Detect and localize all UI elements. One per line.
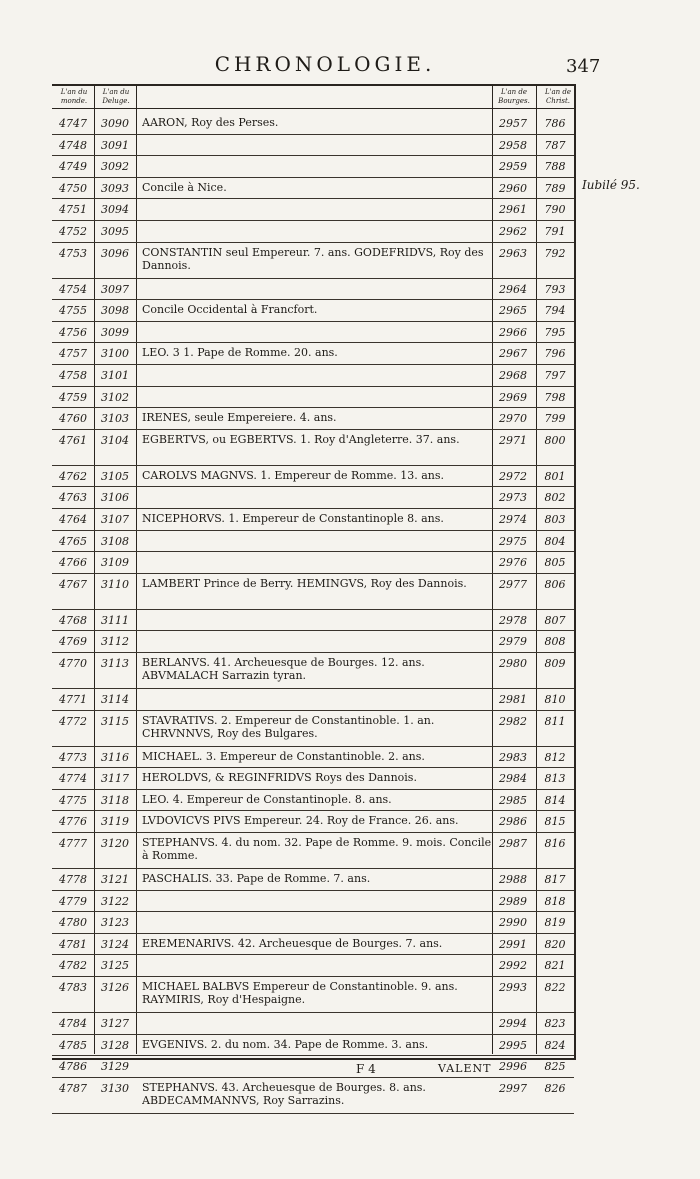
year-of-bourges: 2977 — [499, 577, 527, 591]
year-of-bourges: 2991 — [499, 937, 527, 951]
table-row — [52, 954, 574, 977]
table-row — [52, 198, 574, 221]
year-of-deluge: 3117 — [101, 772, 129, 786]
year-of-deluge: 3099 — [101, 325, 129, 339]
year-of-bourges: 2960 — [499, 181, 527, 195]
year-of-world: 4748 — [59, 138, 87, 152]
event-text: Concile Occidental à Francfort. — [142, 303, 318, 317]
year-of-deluge: 3106 — [101, 491, 129, 505]
table-row — [52, 832, 574, 869]
year-of-deluge: 3105 — [101, 469, 129, 483]
year-of-bourges: 2987 — [499, 837, 527, 850]
year-of-christ: 823 — [544, 1017, 566, 1030]
year-of-world: 4758 — [59, 369, 87, 382]
table-row — [52, 220, 574, 243]
year-of-world: 4785 — [59, 1038, 87, 1052]
year-of-world: 4766 — [59, 556, 87, 570]
year-of-bourges: 2978 — [499, 613, 527, 627]
year-of-world: 4763 — [59, 491, 87, 505]
year-of-bourges: 2994 — [499, 1017, 527, 1030]
year-of-bourges: 2958 — [499, 138, 527, 152]
table-row — [52, 486, 574, 509]
year-of-world: 4775 — [59, 793, 87, 807]
year-of-world: 4761 — [59, 433, 87, 447]
year-of-bourges: 2968 — [499, 369, 527, 382]
year-of-world: 4773 — [59, 750, 87, 764]
table-row — [52, 890, 574, 913]
year-of-deluge: 3101 — [101, 369, 129, 382]
year-of-christ: 795 — [544, 325, 566, 339]
year-of-world: 4762 — [59, 469, 87, 483]
year-of-bourges: 2997 — [499, 1081, 527, 1095]
year-of-bourges: 2984 — [499, 772, 527, 786]
year-of-bourges: 2980 — [499, 657, 527, 670]
year-of-world: 4771 — [59, 693, 87, 706]
year-of-deluge: 3116 — [101, 750, 129, 764]
event-text: STAVRATIVS. 2. Empereur de Constantinoble. 1. an. CHRVNNVS, Roy des Bulgares. — [142, 713, 435, 740]
table-row — [52, 551, 574, 574]
year-of-bourges: 2979 — [499, 635, 527, 649]
year-of-world: 4786 — [59, 1060, 87, 1074]
year-of-bourges: 2973 — [499, 491, 527, 505]
table-row — [52, 911, 574, 934]
event-text: LEO. 3 1. Pape de Romme. 20. ans. — [142, 346, 338, 360]
event-text: NICEPHORVS. 1. Empereur de Constantinople 8. ans. — [142, 512, 444, 525]
table-row — [52, 299, 574, 322]
year-of-christ: 819 — [544, 916, 566, 930]
right-border — [574, 84, 576, 1060]
year-of-bourges: 2983 — [499, 750, 527, 764]
table-row — [52, 1012, 574, 1035]
year-of-christ: 793 — [544, 282, 566, 296]
year-of-world: 4765 — [59, 534, 87, 548]
table-row — [52, 810, 574, 833]
table-row — [52, 508, 574, 531]
year-of-world: 4764 — [59, 513, 87, 526]
year-of-deluge: 3103 — [101, 412, 129, 426]
event-text: IRENES, seule Empereiere. 4. ans. — [142, 411, 337, 425]
year-of-world: 4756 — [59, 325, 87, 339]
year-of-deluge: 3096 — [101, 246, 129, 260]
year-of-deluge: 3113 — [101, 657, 129, 670]
event-text: LEO. 4. Empereur de Constantinople. 8. ans. — [142, 792, 392, 806]
year-of-christ: 806 — [544, 577, 566, 591]
year-of-christ: 802 — [544, 491, 566, 505]
year-of-christ: 822 — [544, 981, 566, 994]
year-of-bourges: 2962 — [499, 225, 527, 238]
table-row — [52, 429, 574, 466]
year-of-world: 4768 — [59, 613, 87, 627]
year-of-christ: 817 — [544, 873, 566, 886]
year-of-bourges: 2981 — [499, 693, 527, 706]
year-of-christ: 805 — [544, 556, 566, 570]
signature-mark: F 4 — [356, 1062, 376, 1076]
year-of-world: 4777 — [59, 837, 87, 850]
table-row — [52, 630, 574, 653]
year-of-deluge: 3120 — [101, 837, 129, 850]
event-text: CAROLVS MAGNVS. 1. Empereur de Romme. 13. ans. — [142, 468, 445, 482]
year-of-christ: 825 — [544, 1060, 566, 1074]
year-of-christ: 786 — [544, 117, 566, 130]
year-of-world: 4760 — [59, 412, 87, 426]
event-text: AARON, Roy des Perses. — [142, 116, 279, 129]
year-of-bourges: 2970 — [499, 412, 527, 426]
year-of-bourges: 2971 — [499, 433, 527, 447]
table-row — [52, 1055, 574, 1078]
year-of-bourges: 2964 — [499, 282, 527, 296]
year-of-christ: 811 — [544, 714, 566, 728]
year-of-deluge: 3119 — [101, 815, 129, 829]
table-row — [52, 609, 574, 632]
year-of-deluge: 3128 — [101, 1038, 129, 1052]
table-row — [52, 242, 574, 279]
event-text: HEROLDVS, & REGINFRIDVS Roys des Dannois. — [142, 771, 417, 785]
table-row — [52, 688, 574, 711]
year-of-deluge: 3118 — [101, 793, 129, 807]
year-of-world: 4774 — [59, 772, 87, 786]
table-row — [52, 155, 574, 178]
year-of-bourges: 2961 — [499, 203, 527, 217]
year-of-bourges: 2996 — [499, 1060, 527, 1074]
year-of-world: 4783 — [59, 981, 87, 994]
table-row — [52, 1077, 574, 1114]
table-row — [52, 465, 574, 488]
year-of-deluge: 3093 — [101, 181, 129, 195]
year-of-christ: 814 — [544, 793, 566, 807]
table-row — [52, 177, 574, 200]
year-of-christ: 788 — [544, 160, 566, 174]
event-text: LVDOVICVS PIVS Empereur. 24. Roy de France. 26. ans. — [142, 814, 459, 828]
year-of-bourges: 2965 — [499, 304, 527, 318]
year-of-world: 4778 — [59, 873, 87, 886]
year-of-christ: 824 — [544, 1038, 566, 1052]
year-of-deluge: 3092 — [101, 160, 129, 174]
year-of-world: 4779 — [59, 894, 87, 908]
column-header-bourges: L'an de Bourges. — [498, 88, 530, 105]
year-of-deluge: 3104 — [101, 433, 129, 447]
year-of-deluge: 3110 — [101, 577, 129, 591]
event-text: EREMENARIVS. 42. Archeuesque de Bourges. 7. ans. — [142, 936, 443, 950]
year-of-deluge: 3125 — [101, 959, 129, 973]
year-of-world: 4784 — [59, 1017, 87, 1030]
year-of-bourges: 2972 — [499, 469, 527, 483]
year-of-christ: 790 — [544, 203, 566, 217]
table-row — [52, 407, 574, 430]
year-of-christ: 826 — [544, 1081, 566, 1095]
year-of-christ: 789 — [544, 181, 566, 195]
year-of-deluge: 3123 — [101, 916, 129, 930]
year-of-deluge: 3095 — [101, 225, 129, 238]
table-row — [52, 342, 574, 365]
year-of-bourges: 2957 — [499, 117, 527, 130]
year-of-christ: 803 — [544, 513, 566, 526]
year-of-christ: 812 — [544, 750, 566, 764]
year-of-bourges: 2963 — [499, 246, 527, 260]
year-of-world: 4781 — [59, 937, 87, 951]
year-of-deluge: 3109 — [101, 556, 129, 570]
year-of-christ: 808 — [544, 635, 566, 649]
year-of-christ: 799 — [544, 412, 566, 426]
year-of-world: 4752 — [59, 225, 87, 238]
year-of-deluge: 3097 — [101, 282, 129, 296]
year-of-deluge: 3127 — [101, 1017, 129, 1030]
year-of-world: 4753 — [59, 246, 87, 260]
table-row — [52, 868, 574, 891]
year-of-bourges: 2992 — [499, 959, 527, 973]
year-of-bourges: 2976 — [499, 556, 527, 570]
year-of-bourges: 2967 — [499, 347, 527, 361]
event-text: STEPHANVS. 4. du nom. 32. Pape de Romme. 9. mois. Concile à Romme. — [142, 836, 492, 862]
year-of-deluge: 3114 — [101, 693, 129, 706]
year-of-deluge: 3100 — [101, 347, 129, 361]
year-of-bourges: 2975 — [499, 534, 527, 548]
year-of-bourges: 2974 — [499, 513, 527, 526]
year-of-world: 4757 — [59, 347, 87, 361]
year-of-bourges: 2986 — [499, 815, 527, 829]
event-text: LAMBERT Prince de Berry. HEMINGVS, Roy des Dannois. — [142, 576, 467, 590]
top-rule — [52, 84, 576, 86]
year-of-deluge: 3121 — [101, 873, 129, 886]
year-of-christ: 796 — [544, 347, 566, 361]
year-of-world: 4747 — [59, 117, 87, 130]
year-of-world: 4787 — [59, 1081, 87, 1095]
year-of-christ: 821 — [544, 959, 566, 973]
table-row — [52, 652, 574, 689]
year-of-bourges: 2959 — [499, 160, 527, 174]
year-of-deluge: 3122 — [101, 894, 129, 908]
year-of-christ: 800 — [544, 433, 566, 447]
header-rule — [52, 108, 576, 109]
year-of-world: 4776 — [59, 815, 87, 829]
catchword: VALENT — [438, 1062, 492, 1075]
table-row — [52, 746, 574, 769]
year-of-bourges: 2985 — [499, 793, 527, 807]
event-text: STEPHANVS. 43. Archeuesque de Bourges. 8. ans. ABDECAMMANNVS, Roy Sarrazins. — [142, 1080, 426, 1107]
table-row — [52, 364, 574, 387]
year-of-world: 4782 — [59, 959, 87, 973]
year-of-world: 4749 — [59, 160, 87, 174]
year-of-deluge: 3126 — [101, 981, 129, 994]
table-row — [52, 278, 574, 301]
year-of-world: 4754 — [59, 282, 87, 296]
year-of-bourges: 2982 — [499, 714, 527, 728]
event-text: EGBERTVS, ou EGBERTVS. 1. Roy d'Angleterre. 37. ans. — [142, 432, 460, 446]
year-of-deluge: 3112 — [101, 635, 129, 649]
year-of-christ: 809 — [544, 657, 566, 670]
year-of-world: 4750 — [59, 181, 87, 195]
year-of-deluge: 3090 — [101, 117, 129, 130]
year-of-bourges: 2989 — [499, 894, 527, 908]
year-of-christ: 792 — [544, 246, 566, 260]
page-title: CHRONOLOGIE. — [214, 52, 436, 76]
year-of-christ: 816 — [544, 837, 566, 850]
table-row — [52, 976, 574, 1013]
year-of-bourges: 2969 — [499, 390, 527, 404]
year-of-bourges: 2988 — [499, 873, 527, 886]
table-row — [52, 710, 574, 747]
year-of-christ: 815 — [544, 815, 566, 829]
table-row — [52, 134, 574, 157]
event-text: PASCHALIS. 33. Pape de Romme. 7. ans. — [142, 872, 371, 885]
year-of-deluge: 3098 — [101, 304, 129, 318]
year-of-christ: 807 — [544, 613, 566, 627]
table-row — [52, 789, 574, 812]
table-row — [52, 767, 574, 790]
year-of-christ: 787 — [544, 138, 566, 152]
year-of-world: 4751 — [59, 203, 87, 217]
table-row — [52, 112, 574, 135]
year-of-christ: 813 — [544, 772, 566, 786]
year-of-deluge: 3108 — [101, 534, 129, 548]
year-of-christ: 820 — [544, 937, 566, 951]
year-of-christ: 801 — [544, 469, 566, 483]
column-header-monde: L'an du monde. — [60, 88, 88, 105]
table-row — [52, 1034, 574, 1057]
page-number: 347 — [566, 56, 601, 77]
event-text: CONSTANTIN seul Empereur. 7. ans. GODEFRIDVS, Roy des Dannois. — [142, 245, 484, 272]
year-of-deluge: 3124 — [101, 937, 129, 951]
year-of-world: 4770 — [59, 657, 87, 670]
margin-note: Iubilé 95. — [582, 178, 640, 192]
year-of-deluge: 3091 — [101, 138, 129, 152]
event-text: EVGENIVS. 2. du nom. 34. Pape de Romme. 3. ans. — [142, 1037, 429, 1051]
year-of-world: 4772 — [59, 714, 87, 728]
year-of-christ: 810 — [544, 693, 566, 706]
year-of-bourges: 2966 — [499, 325, 527, 339]
column-header-christ: L'an de Christ. — [544, 88, 572, 105]
table-row — [52, 530, 574, 553]
year-of-deluge: 3107 — [101, 513, 129, 526]
year-of-christ: 794 — [544, 304, 566, 318]
event-text: BERLANVS. 41. Archeuesque de Bourges. 12. ans. ABVMALACH Sarrazin tyran. — [142, 656, 425, 682]
year-of-deluge: 3094 — [101, 203, 129, 217]
table-row — [52, 573, 574, 610]
year-of-christ: 797 — [544, 369, 566, 382]
year-of-deluge: 3102 — [101, 390, 129, 404]
year-of-deluge: 3111 — [101, 613, 129, 627]
event-text: Concile à Nice. — [142, 180, 227, 194]
year-of-deluge: 3115 — [101, 714, 129, 728]
table-row — [52, 933, 574, 956]
event-text: MICHAEL. 3. Empereur de Constantinoble. 2. ans. — [142, 749, 425, 763]
year-of-deluge: 3129 — [101, 1060, 129, 1074]
year-of-bourges: 2990 — [499, 916, 527, 930]
year-of-world: 4769 — [59, 635, 87, 649]
table-row — [52, 386, 574, 409]
year-of-deluge: 3130 — [101, 1081, 129, 1095]
year-of-world: 4780 — [59, 916, 87, 930]
table-row — [52, 321, 574, 344]
event-text: MICHAEL BALBVS Empereur de Constantinoble. 9. ans. RAYMIRIS, Roy d'Hespaigne. — [142, 980, 458, 1006]
year-of-christ: 791 — [544, 225, 566, 238]
year-of-christ: 818 — [544, 894, 566, 908]
year-of-bourges: 2995 — [499, 1038, 527, 1052]
column-header-deluge: L'an du Deluge. — [102, 88, 130, 105]
year-of-world: 4759 — [59, 390, 87, 404]
year-of-world: 4755 — [59, 304, 87, 318]
year-of-world: 4767 — [59, 577, 87, 591]
year-of-christ: 798 — [544, 390, 566, 404]
year-of-christ: 804 — [544, 534, 566, 548]
year-of-bourges: 2993 — [499, 981, 527, 994]
